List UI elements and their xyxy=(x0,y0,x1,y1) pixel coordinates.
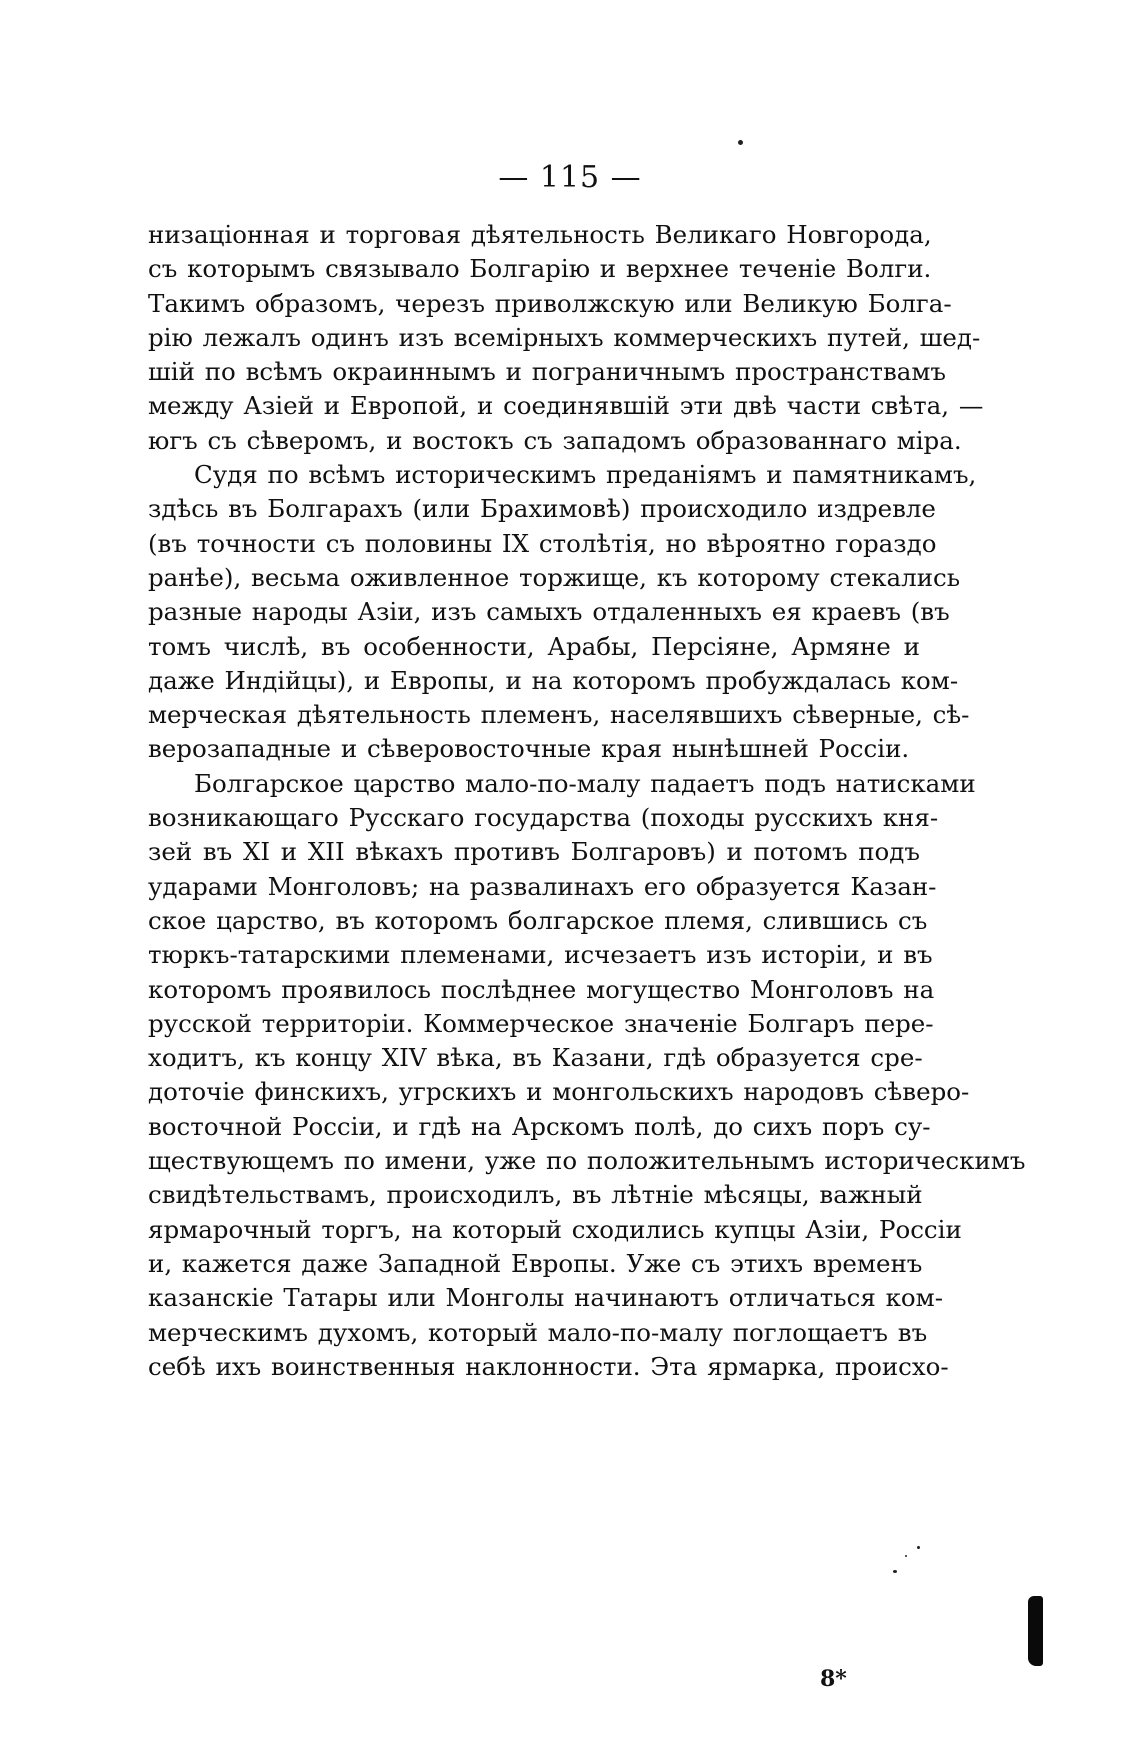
text-line: верозападные и сѣверовосточные края нынѣшней Россіи. xyxy=(148,734,910,764)
text-line: ществующемъ по имени, уже по положительнымъ историческимъ xyxy=(148,1146,1026,1176)
text-line: ское царство, въ которомъ болгарское племя, слившись съ xyxy=(148,905,928,935)
text-line: Судя по всѣмъ историческимъ преданіямъ и памятникамъ, xyxy=(194,460,977,490)
text-line: ударами Монголовъ; на развалинахъ его образуется Казан- xyxy=(148,871,937,901)
text-line: мерческая дѣятельность племенъ, населявшихъ сѣверные, сѣ- xyxy=(148,700,970,730)
text-line: съ которымъ связывало Болгарію и верхнее теченіе Волги. xyxy=(148,254,932,284)
text-line: русской территоріи. Коммерческое значеніе Болгаръ пере- xyxy=(148,1008,934,1038)
text-line: мерческимъ духомъ, который мало-по-малу поглощаетъ въ xyxy=(148,1317,928,1347)
text-line: восточной Россіи, и гдѣ на Арскомъ полѣ, до сихъ поръ су- xyxy=(148,1111,931,1141)
page-body xyxy=(148,218,1026,1384)
paragraph-2 xyxy=(148,458,977,767)
text-line: Болгарское царство мало-по-малу падаетъ подъ натисками xyxy=(194,768,976,798)
text-line: свидѣтельствамъ, происходилъ, въ лѣтніе мѣсяцы, важный xyxy=(148,1180,923,1210)
text-line: между Азіей и Европой, и соединявшій эти двѣ части свѣта, — xyxy=(148,391,984,421)
text-line: казанскіе Татары или Монголы начинаютъ отличаться ком- xyxy=(148,1283,943,1313)
page-number-header: — 115 — xyxy=(498,160,642,195)
text-line: томъ числѣ, въ особенности, Арабы, Персіяне, Армяне и xyxy=(148,631,920,661)
text-line: ранѣе), весьма оживленное торжище, къ которому стекались xyxy=(148,562,961,592)
text-line: ярмарочный торгъ, на который сходились купцы Азіи, Россіи xyxy=(148,1214,962,1244)
scan-speck xyxy=(917,1546,920,1549)
scan-speck xyxy=(905,1555,907,1557)
scan-edge-mark xyxy=(1028,1596,1043,1666)
text-line: доточіе финскихъ, угрскихъ и монгольскихъ народовъ сѣверо- xyxy=(148,1077,970,1107)
scan-speck xyxy=(893,1570,897,1573)
text-line: рію лежалъ одинъ изъ всемірныхъ коммерческихъ путей, шед- xyxy=(148,322,981,352)
text-line: здѣсь въ Болгарахъ (или Брахимовѣ) происходило издревле xyxy=(148,494,936,524)
text-line: даже Индійцы), и Европы, и на которомъ пробуждалась ком- xyxy=(148,665,959,695)
text-line: себѣ ихъ воинственныя наклонности. Эта ярмарка, происхо- xyxy=(148,1351,949,1381)
text-line: Такимъ образомъ, черезъ приволжскую или Великую Болга- xyxy=(148,288,952,318)
text-line: (въ точности съ половины IX столѣтія, но вѣроятно гораздо xyxy=(148,528,937,558)
text-line: возникающаго Русскаго государства (походы русскихъ кня- xyxy=(148,803,939,833)
text-line: ходитъ, къ концу XIV вѣка, въ Казани, гдѣ образуется сре- xyxy=(148,1043,923,1073)
text-line: и, кажется даже Западной Европы. Уже съ этихъ временъ xyxy=(148,1248,923,1278)
scan-speck xyxy=(738,140,743,145)
text-line: югъ съ сѣверомъ, и востокъ съ западомъ образованнаго міра. xyxy=(148,425,962,455)
paragraph-1 xyxy=(148,218,984,458)
text-line: зей въ XI и XII вѣкахъ противъ Болгаровъ) и потомъ подъ xyxy=(148,837,920,867)
text-line: шій по всѣмъ окраиннымъ и пограничнымъ пространствамъ xyxy=(148,357,947,387)
text-line: разные народы Азіи, изъ самыхъ отдаленныхъ ея краевъ (въ xyxy=(148,597,950,627)
text-line: тюркъ-татарскими племенами, исчезаетъ изъ исторіи, и въ xyxy=(148,940,933,970)
signature-mark: 8* xyxy=(820,1666,847,1692)
text-line: низаціонная и торговая дѣятельность Великаго Новгорода, xyxy=(148,220,932,249)
text-line: которомъ проявилось послѣднее могущество Монголовъ на xyxy=(148,974,935,1004)
paragraph-3 xyxy=(148,767,1026,1384)
